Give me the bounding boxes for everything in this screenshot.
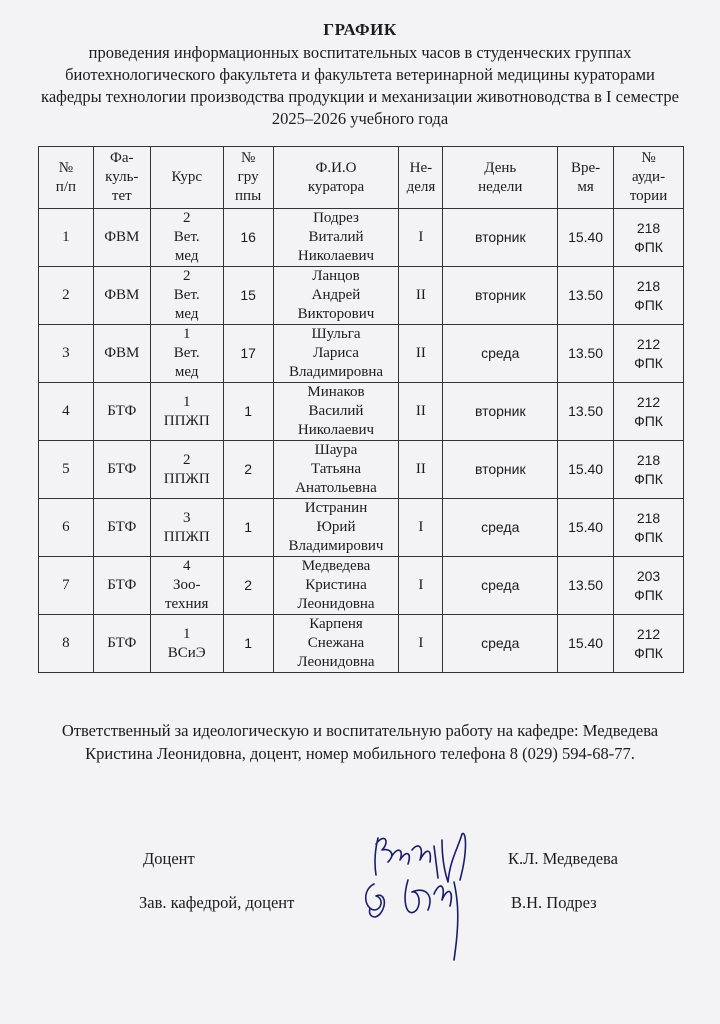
faculty-cell: БТФ [93,441,150,499]
day-cell: вторник [443,267,558,325]
time-cell: 13.50 [558,383,614,441]
week-cell: II [399,325,443,383]
handwritten-signature [330,820,510,970]
row-number-cell: 2 [39,267,94,325]
course-cell: 2 Вет. мед [150,267,223,325]
faculty-cell: ФВМ [93,209,150,267]
time-cell: 15.40 [558,441,614,499]
table-row [39,267,684,325]
header-number: № п/п [39,147,94,209]
header-group: № гру ппы [223,147,273,209]
row-number-cell: 3 [39,325,94,383]
row-number-cell: 5 [39,441,94,499]
room-cell: 218 ФПК [614,267,684,325]
day-cell: среда [443,325,558,383]
room-cell: 218 ФПК [614,209,684,267]
day-cell: среда [443,615,558,673]
group-cell: 2 [223,557,273,615]
header-time: Вре- мя [558,147,614,209]
header-week: Не- деля [399,147,443,209]
group-cell: 2 [223,441,273,499]
week-cell: II [399,383,443,441]
curator-cell: Подрез Виталий Николаевич [273,209,399,267]
row-number-cell: 4 [39,383,94,441]
week-cell: I [399,557,443,615]
row-number-cell: 6 [39,499,94,557]
group-cell: 1 [223,615,273,673]
row-number-cell: 7 [39,557,94,615]
time-cell: 13.50 [558,325,614,383]
time-cell: 15.40 [558,615,614,673]
course-cell: 1 ППЖП [150,383,223,441]
room-cell: 212 ФПК [614,325,684,383]
header-room: № ауди- тории [614,147,684,209]
header-course: Курс [150,147,223,209]
curator-cell: Истранин Юрий Владимирович [273,499,399,557]
course-cell: 4 Зоо- техния [150,557,223,615]
day-cell: вторник [443,383,558,441]
day-cell: среда [443,499,558,557]
group-cell: 15 [223,267,273,325]
group-cell: 17 [223,325,273,383]
curator-cell: Ланцов Андрей Викторович [273,267,399,325]
curator-cell: Медведева Кристина Леонидовна [273,557,399,615]
signatory-name: В.Н. Подрез [511,893,597,912]
table-row [39,383,684,441]
curator-cell: Минаков Василий Николаевич [273,383,399,441]
signatory-name: К.Л. Медведева [508,849,618,868]
room-cell: 212 ФПК [614,615,684,673]
row-number-cell: 8 [39,615,94,673]
curator-cell: Карпеня Снежана Леонидовна [273,615,399,673]
table-header-row [39,147,684,209]
room-cell: 218 ФПК [614,441,684,499]
signatory-title: Доцент [143,849,195,868]
table-row [39,499,684,557]
week-cell: I [399,209,443,267]
day-cell: вторник [443,209,558,267]
group-cell: 1 [223,383,273,441]
faculty-cell: ФВМ [93,267,150,325]
room-cell: 218 ФПК [614,499,684,557]
course-cell: 2 Вет. мед [150,209,223,267]
group-cell: 1 [223,499,273,557]
header-faculty: Фа- куль- тет [93,147,150,209]
faculty-cell: БТФ [93,557,150,615]
table-row [39,557,684,615]
day-cell: среда [443,557,558,615]
course-cell: 2 ППЖП [150,441,223,499]
signatory-title: Зав. кафедрой, доцент [139,893,295,912]
group-cell: 16 [223,209,273,267]
table-row [39,441,684,499]
curator-cell: Шульга Лариса Владимировна [273,325,399,383]
row-number-cell: 1 [39,209,94,267]
curator-cell: Шаура Татьяна Анатольевна [273,441,399,499]
room-cell: 212 ФПК [614,383,684,441]
week-cell: II [399,267,443,325]
course-cell: 1 ВСиЭ [150,615,223,673]
table-row [39,615,684,673]
schedule-table [38,146,684,673]
week-cell: II [399,441,443,499]
course-cell: 3 ППЖП [150,499,223,557]
document-title: ГРАФИК [323,20,397,39]
time-cell: 13.50 [558,267,614,325]
faculty-cell: БТФ [93,383,150,441]
time-cell: 15.40 [558,499,614,557]
responsible-note: Ответственный за идеологическую и воспитательную работу на кафедре: Медведева Кристина Леонидовна, доцент, номер мобильного телефона 8 (029) 594-68-77. [61,721,659,763]
header-curator: Ф.И.О куратора [273,147,399,209]
time-cell: 15.40 [558,209,614,267]
header-day: День недели [443,147,558,209]
faculty-cell: БТФ [93,499,150,557]
table-row [39,325,684,383]
day-cell: вторник [443,441,558,499]
table-row [39,209,684,267]
week-cell: I [399,615,443,673]
document-subtitle: проведения информационных воспитательных часов в студенческих группах биотехнологического факультета и факультета ветеринарной медицины кураторами кафедры технологии производства продукции и механизации животноводства в I семестре 2025–2026 учебного года [41,43,679,128]
time-cell: 13.50 [558,557,614,615]
room-cell: 203 ФПК [614,557,684,615]
faculty-cell: ФВМ [93,325,150,383]
course-cell: 1 Вет. мед [150,325,223,383]
faculty-cell: БТФ [93,615,150,673]
week-cell: I [399,499,443,557]
